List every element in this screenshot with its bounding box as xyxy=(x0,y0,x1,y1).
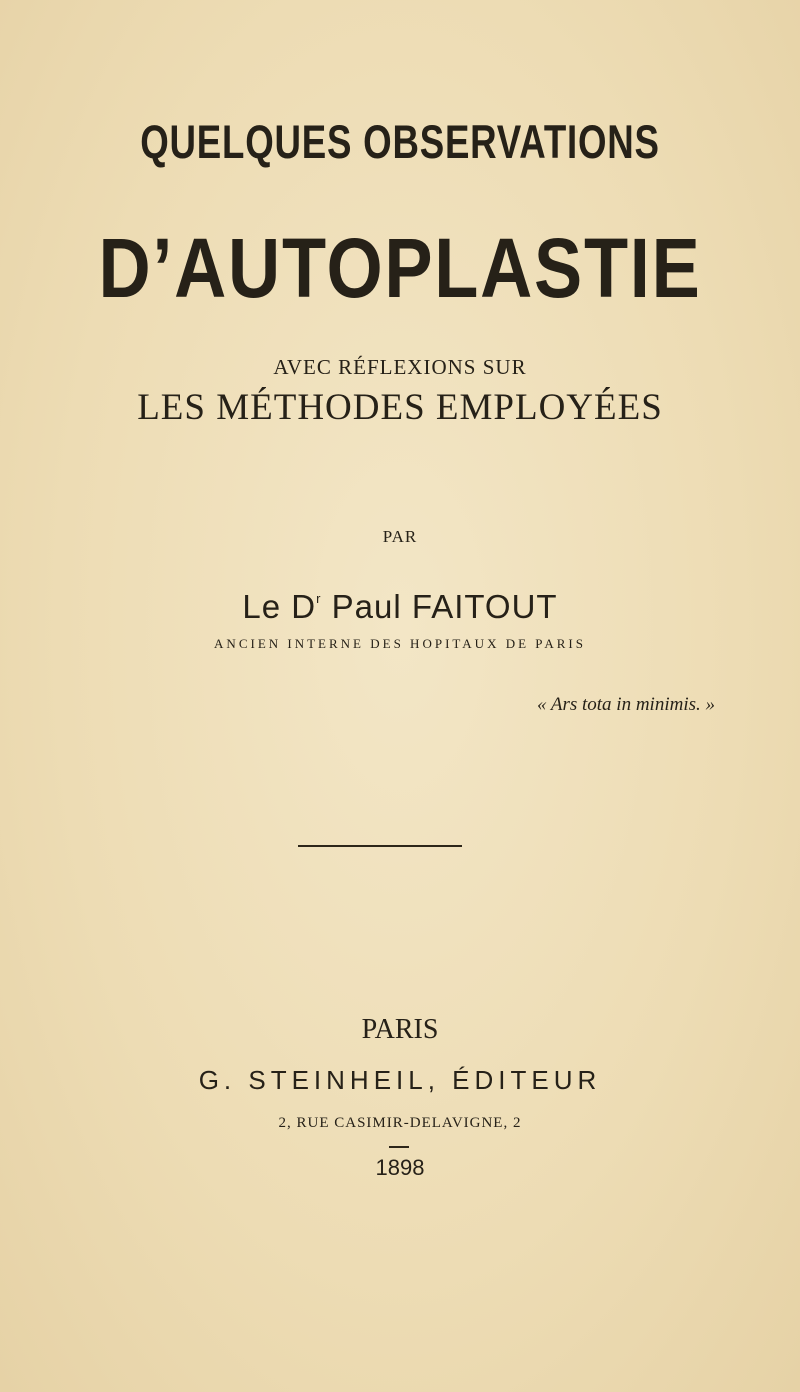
imprint-year: 1898 xyxy=(375,1155,425,1180)
divider-rule xyxy=(298,845,462,847)
subtitle-line-1: AVEC RÉFLEXIONS SUR xyxy=(273,355,527,379)
author-name: Paul FAITOUT xyxy=(331,588,558,625)
imprint-publisher: G. STEINHEIL, ÉDITEUR xyxy=(198,1065,602,1095)
imprint-address: 2, RUE CASIMIR-DELAVIGNE, 2 xyxy=(278,1115,522,1131)
subtitle-line-2: LES MÉTHODES EMPLOYÉES xyxy=(137,387,663,428)
author-name-line xyxy=(0,577,800,629)
imprint-city: PARIS xyxy=(361,1014,439,1045)
title-line-1: QUELQUES OBSERVATIONS xyxy=(140,115,660,168)
short-divider-rule xyxy=(389,1146,409,1148)
epigraph: « Ars tota in minimis. » xyxy=(536,694,715,715)
author-position: ANCIEN INTERNE DES HOPITAUX DE PARIS xyxy=(214,636,586,651)
author-prefix: Le D xyxy=(242,588,317,625)
author-title-superscript: r xyxy=(316,591,322,606)
title-line-2: D’AUTOPLASTIE xyxy=(98,221,702,315)
by-label: PAR xyxy=(382,527,418,546)
